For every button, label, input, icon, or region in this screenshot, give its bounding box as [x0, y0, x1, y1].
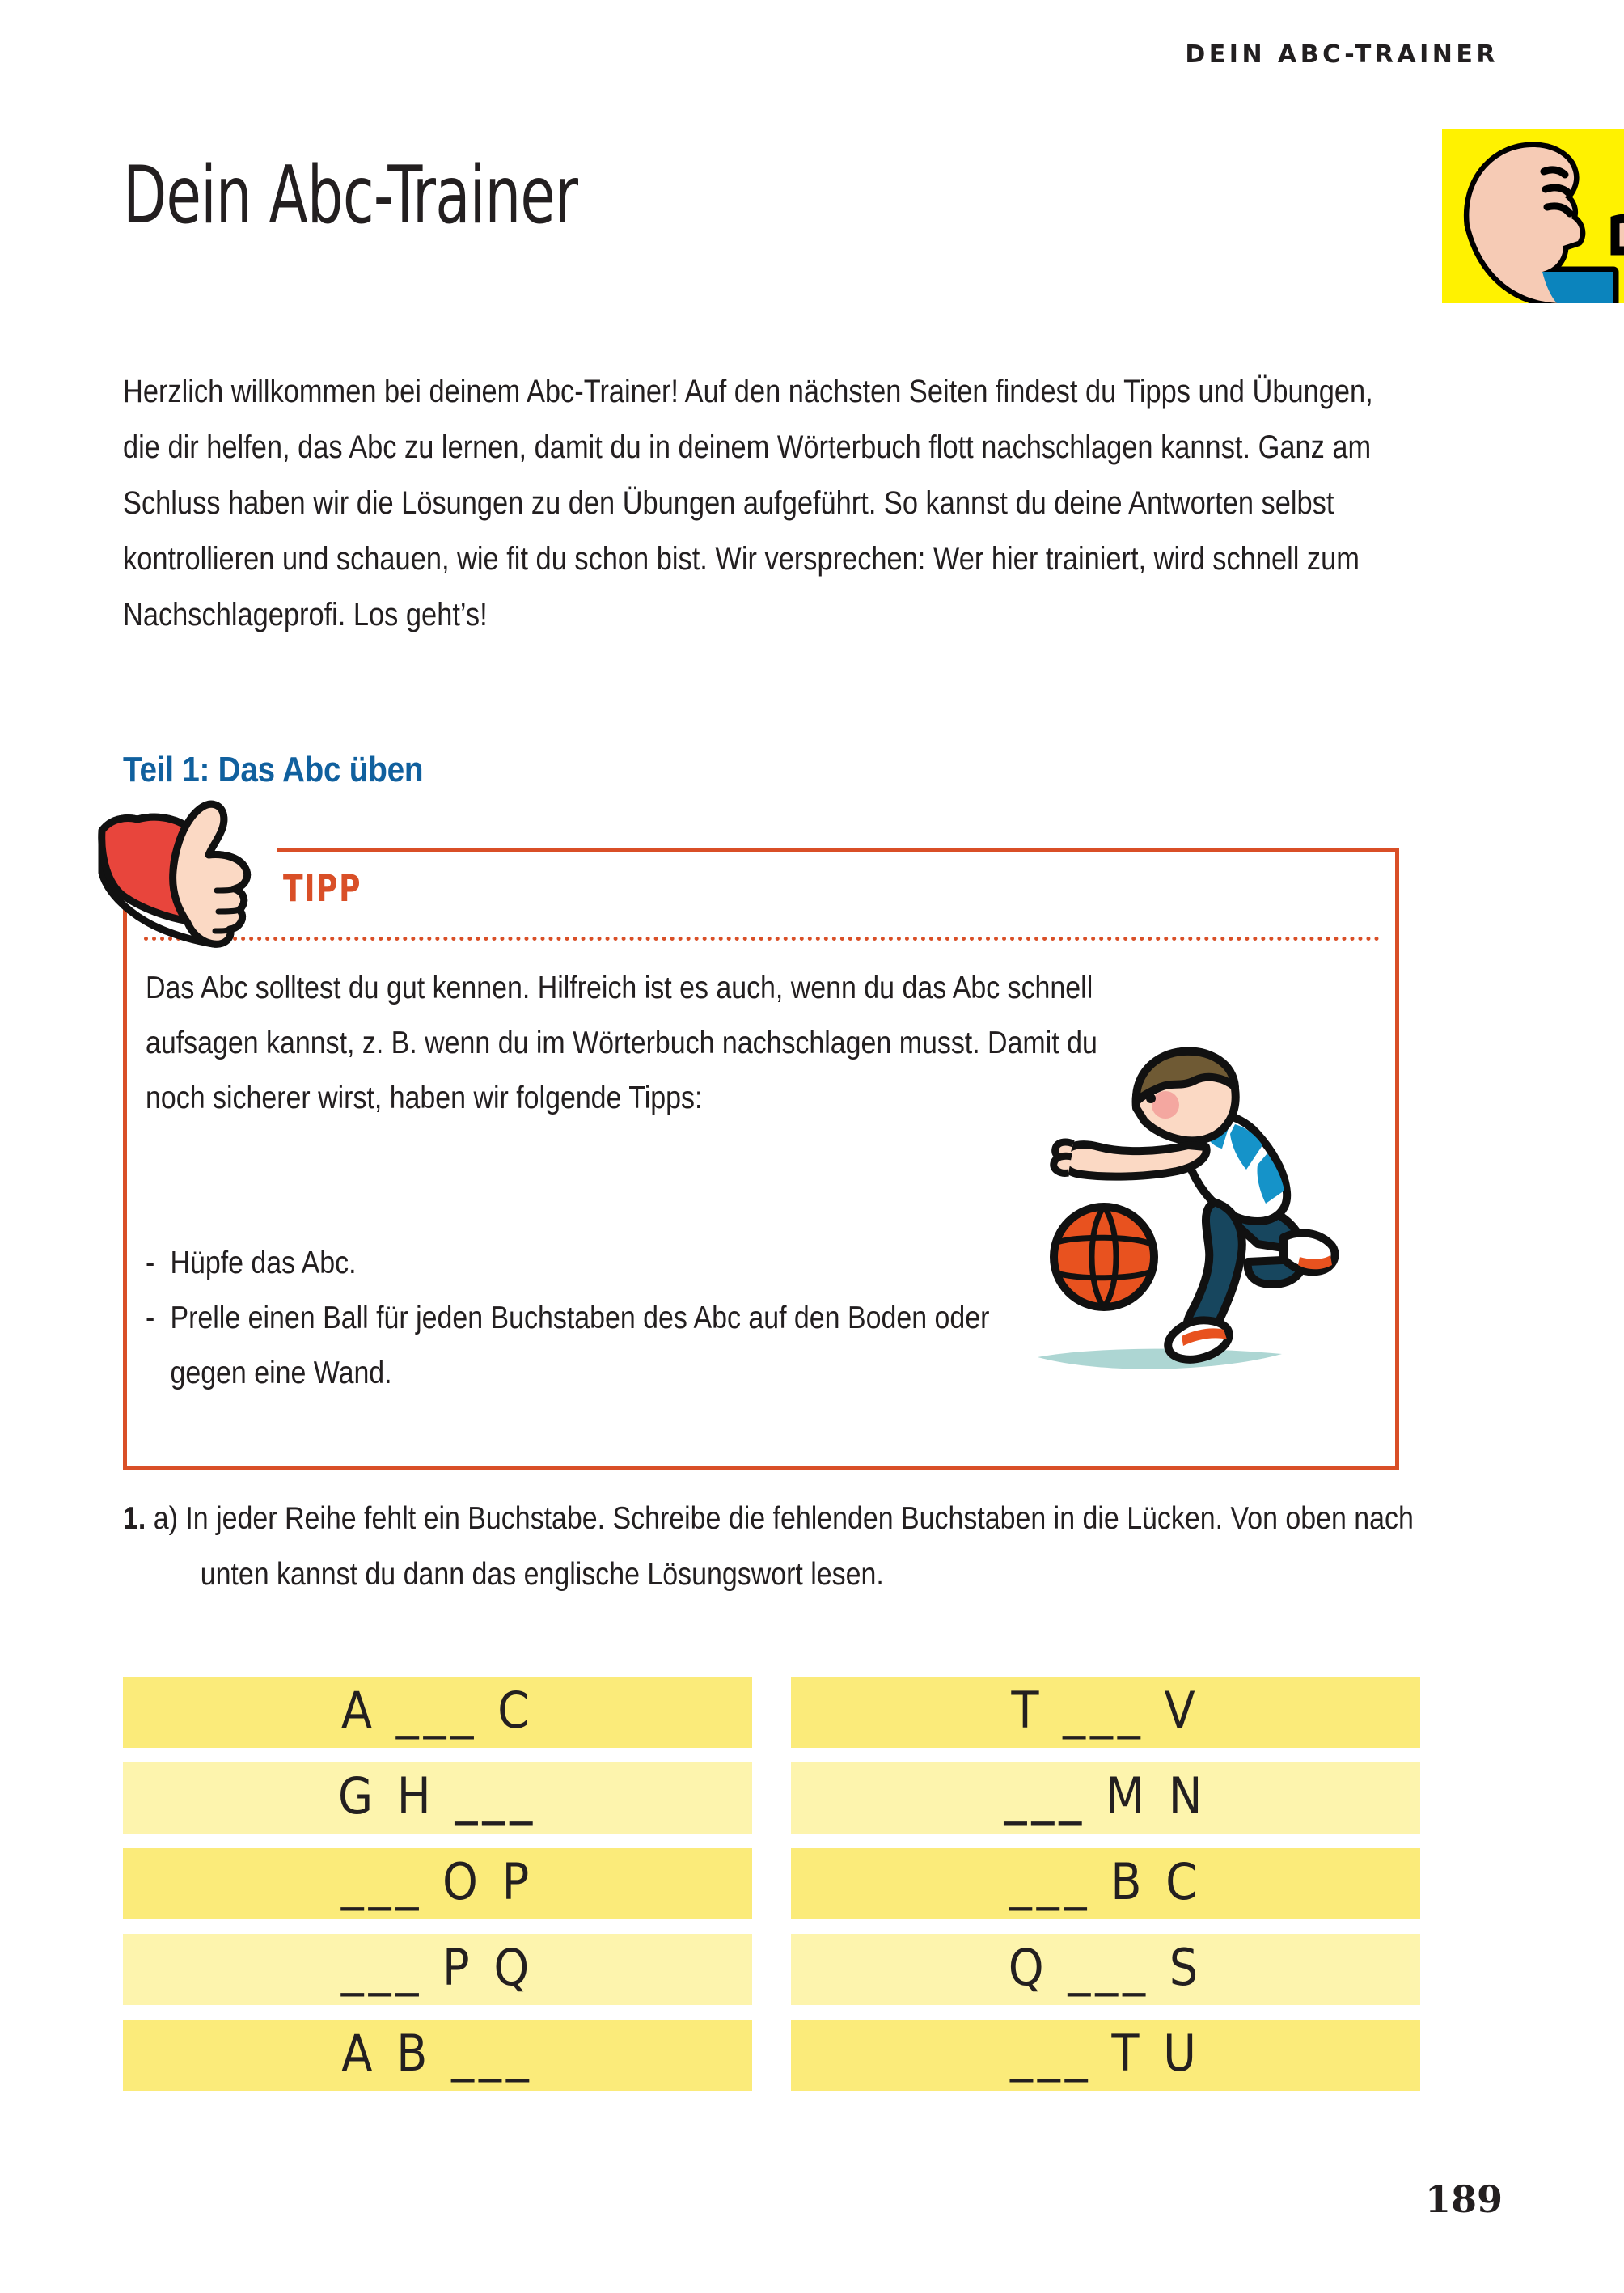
page-title: Dein Abc-Trainer: [123, 150, 578, 242]
answer-cell-right[interactable]: ___ B C: [791, 1848, 1420, 1919]
bullet-dash: -: [146, 1246, 155, 1280]
answer-cell-left[interactable]: A B ___: [123, 2020, 752, 2091]
table-row: [123, 1762, 1420, 1834]
table-row: [123, 1677, 1420, 1748]
intro-paragraph: Herzlich willkommen bei deinem Abc-Trainer! Auf den nächsten Seiten findest du Tipps und Übungen, die dir helfen, das Abc zu lernen, damit du in deinem Wörterbuch flott nachschlagen kannst. Ganz am Schluss haben wir die Lösungen zu den Übungen aufgeführt. So kannst du deine Antworten selbst kontrollieren und schauen, wie fit du schon bist. Wir versprechen: Wer hier trainiert, wird schnell zum Nachschlageprofi. Los geht’s!: [123, 374, 1373, 632]
exercise-number: 1.: [123, 1501, 146, 1536]
tipp-bullet-list: [146, 1236, 1060, 1401]
tipp-divider: [144, 937, 1380, 941]
table-row: [123, 1848, 1420, 1919]
exercise-instruction: In jeder Reihe fehlt ein Buchstabe. Schreibe die fehlenden Buchstaben in die Lücken. Von oben nach unten kannst du dann das englische Lösungswort lesen.: [185, 1501, 1414, 1592]
boy-dribbling-basketball-illustration: [1015, 1017, 1387, 1398]
answer-cell-left[interactable]: ___ O P: [123, 1848, 752, 1919]
answer-cell-right[interactable]: T ___ V: [791, 1677, 1420, 1748]
bullet-text: Hüpfe das Abc.: [170, 1246, 357, 1280]
answer-cell-left[interactable]: A ___ C: [123, 1677, 752, 1748]
answer-cell-left[interactable]: G H ___: [123, 1762, 752, 1834]
answer-cell-right[interactable]: ___ M N: [791, 1762, 1420, 1834]
tipp-label: TIPP: [283, 867, 362, 910]
list-item: [146, 1291, 1060, 1401]
table-row: [123, 1934, 1420, 2005]
answer-cell-right[interactable]: ___ T U: [791, 2020, 1420, 2091]
flexed-arm-icon: [1442, 129, 1624, 303]
tipp-body-text: Das Abc solltest du gut kennen. Hilfreich ist es auch, wenn du das Abc schnell aufsagen kannst, z. B. wenn du im Wörterbuch nachschlagen musst. Damit du noch sicherer wirst, haben wir folgende Tipps:: [146, 971, 1097, 1115]
answer-cell-right[interactable]: Q ___ S: [791, 1934, 1420, 2005]
bullet-text: Prelle einen Ball für jeden Buchstaben des Abc auf den Boden oder gegen eine Wand.: [170, 1301, 990, 1390]
thumbs-up-icon: [95, 789, 290, 950]
running-head: DEIN ABC-TRAINER: [1185, 40, 1499, 69]
answer-cell-left[interactable]: ___ P Q: [123, 1934, 752, 2005]
list-item: [146, 1236, 1060, 1291]
bullet-dash: -: [146, 1301, 155, 1335]
table-row: [123, 2020, 1420, 2091]
answer-grid: [123, 1677, 1420, 2105]
exercise-part-label: a): [153, 1501, 178, 1536]
section-heading-teil-1: Teil 1: Das Abc üben: [123, 749, 424, 789]
exercise-1: [123, 1491, 1446, 1602]
page-number: 189: [1424, 2177, 1503, 2221]
